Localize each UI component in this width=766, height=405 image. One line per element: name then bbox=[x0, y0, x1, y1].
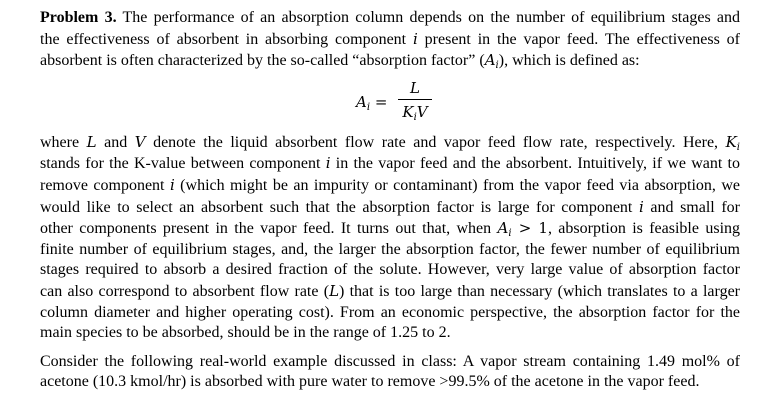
body-line-6: finite number of equilibrium stages, and, the larger the absorption factor, the fewer number of equilibrium bbox=[40, 240, 740, 258]
body-paragraph bbox=[40, 132, 740, 344]
body-line-7: stages required to absorb a desired fraction of the solute. However, very large value of absorption factor bbox=[40, 261, 740, 279]
problem-document bbox=[40, 8, 740, 393]
body-line-2: stands for the K-value between component i in the vapor feed and the absorbent. Intuitively, if we want to bbox=[40, 154, 740, 173]
intro-paragraph bbox=[40, 8, 740, 72]
body-line-9: column diameter and higher operating cost). From an economic perspective, the absorption factor for the bbox=[40, 303, 740, 321]
problem-label: Problem 3. bbox=[40, 9, 117, 26]
body-line-10: main species to be absorbed, should be in the range of 1.25 to 2. bbox=[40, 324, 451, 342]
example-paragraph bbox=[40, 352, 740, 393]
example-line-2: acetone (10.3 kmol/hr) is absorbed with pure water to remove >99.5% of the acetone in the vapor feed. bbox=[40, 373, 700, 391]
equation-numerator: L bbox=[410, 78, 420, 97]
body-line-8: can also correspond to absorbent flow rate (L) that is too large than necessary (which translates to a larger bbox=[40, 281, 740, 300]
equation-fraction bbox=[398, 78, 432, 122]
symbol-i: i bbox=[412, 29, 418, 48]
example-line-1: Consider the following real-world example discussed in class: A vapor stream containing 1.49 mol% of bbox=[40, 352, 740, 370]
fraction-bar bbox=[398, 99, 432, 100]
paragraph-gap bbox=[40, 344, 740, 352]
body-line-1: where L and V denote the liquid absorbent flow rate and vapor feed flow rate, respectively. Here, $K_i$ bbox=[40, 132, 740, 153]
absorption-factor-equation bbox=[40, 74, 740, 132]
body-line-4: would like to select an absorbent such that the absorption factor is large for component i and small for bbox=[40, 197, 740, 216]
intro-line-3: absorbent is often characterized by the so-called “absorption factor” $(A_i)$, which is defined as: bbox=[40, 51, 640, 72]
body-line-3: remove component i (which might be an impurity or contaminant) from the vapor feed via absorption, we bbox=[40, 175, 740, 194]
body-line-5: other components present in the vapor feed. It turns out that, when $A_i > 1$, absorption is feasible using bbox=[40, 219, 741, 240]
intro-line-2: the effectiveness of absorbent in absorbing component i present in the vapor feed. The effectiveness of bbox=[40, 29, 740, 48]
symbol-A-i: $A_i$ bbox=[484, 51, 499, 72]
intro-line-1: Problem 3. The performance of an absorption column depends on the number of equilibrium stages and bbox=[40, 9, 740, 26]
equation-denominator: $K_iV$ bbox=[402, 102, 428, 123]
equation-lhs: $A_i$ = bbox=[356, 92, 388, 113]
